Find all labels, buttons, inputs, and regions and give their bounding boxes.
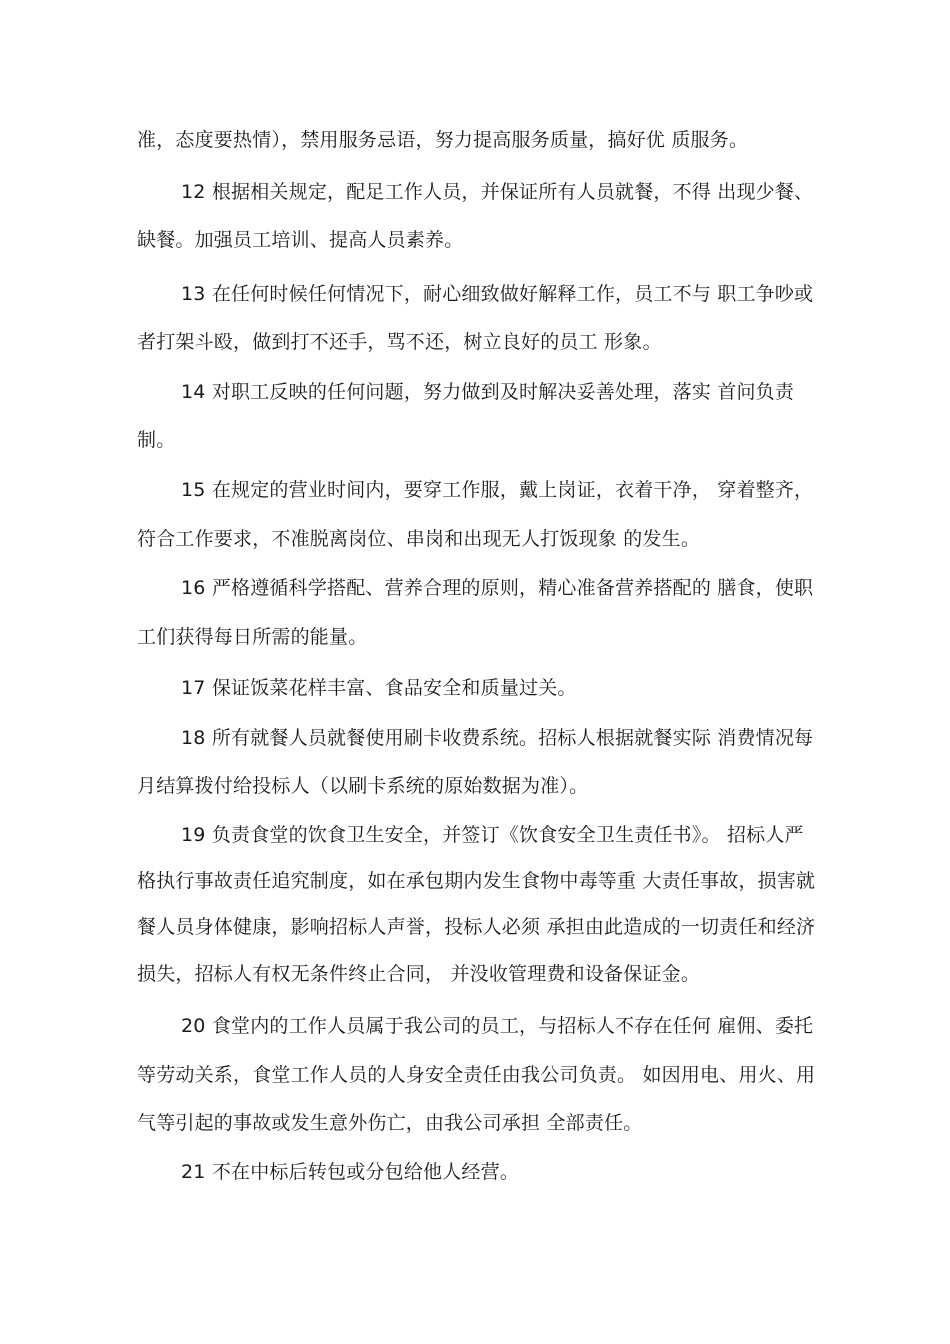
paragraph-line: 16 严格遵循科学搭配、营养合理的原则，精心准备营养搭配的 膳食，使职 (181, 577, 814, 599)
paragraph-line: 12 根据相关规定，配足工作人员，并保证所有人员就餐，不得 出现少餐、 (181, 181, 814, 203)
paragraph-line: 缺餐。加强员工培训、提高人员素养。 (137, 229, 464, 251)
paragraph-line: 损失，招标人有权无条件终止合同， 并没收管理费和设备保证金。 (137, 963, 701, 985)
paragraph-line: 20 食堂内的工作人员属于我公司的员工，与招标人不存在任何 雇佣、委托 (181, 1015, 814, 1037)
paragraph-line: 餐人员身体健康，影响招标人声誉，投标人必须 承担由此造成的一切责任和经济 (137, 916, 816, 938)
paragraph-line: 等劳动关系，食堂工作人员的人身安全责任由我公司负责。 如因用电、用火、用 (137, 1064, 816, 1086)
paragraph-line: 符合工作要求，不准脱离岗位、串岗和出现无人打饭现象 的发生。 (137, 528, 701, 550)
paragraph-line: 15 在规定的营业时间内，要穿工作服，戴上岗证，衣着干净， 穿着整齐， (181, 479, 814, 501)
paragraph-line: 格执行事故责任追究制度，如在承包期内发生食物中毒等重 大责任事故，损害就 (137, 870, 816, 892)
paragraph-line: 21 不在中标后转包或分包给他人经营。 (181, 1161, 520, 1183)
paragraph-line: 13 在任何时候任何情况下，耐心细致做好解释工作，员工不与 职工争吵或 (181, 283, 814, 305)
paragraph-line: 17 保证饭菜花样丰富、食品安全和质量过关。 (181, 677, 577, 699)
paragraph-line: 月结算拨付给投标人（以刷卡系统的原始数据为准）。 (137, 775, 589, 797)
paragraph-line: 19 负责食堂的饮食卫生安全，并签订《饮食安全卫生责任书》。 招标人严 (181, 824, 804, 846)
paragraph-line: 气等引起的事故或发生意外伤亡，由我公司承担 全部责任。 (137, 1112, 643, 1134)
paragraph-line: 14 对职工反映的任何问题，努力做到及时解决妥善处理，落实 首问负责 (181, 381, 795, 403)
paragraph-line: 准，态度要热情），禁用服务忌语，努力提高服务质量，搞好优 质服务。 (137, 129, 749, 151)
paragraph-line: 工们获得每日所需的能量。 (137, 626, 368, 648)
paragraph-line: 18 所有就餐人员就餐使用刷卡收费系统。招标人根据就餐实际 消费情况每 (181, 727, 814, 749)
paragraph-line: 者打架斗殴，做到打不还手，骂不还，树立良好的员工 形象。 (137, 331, 662, 353)
paragraph-line: 制。 (137, 429, 176, 451)
